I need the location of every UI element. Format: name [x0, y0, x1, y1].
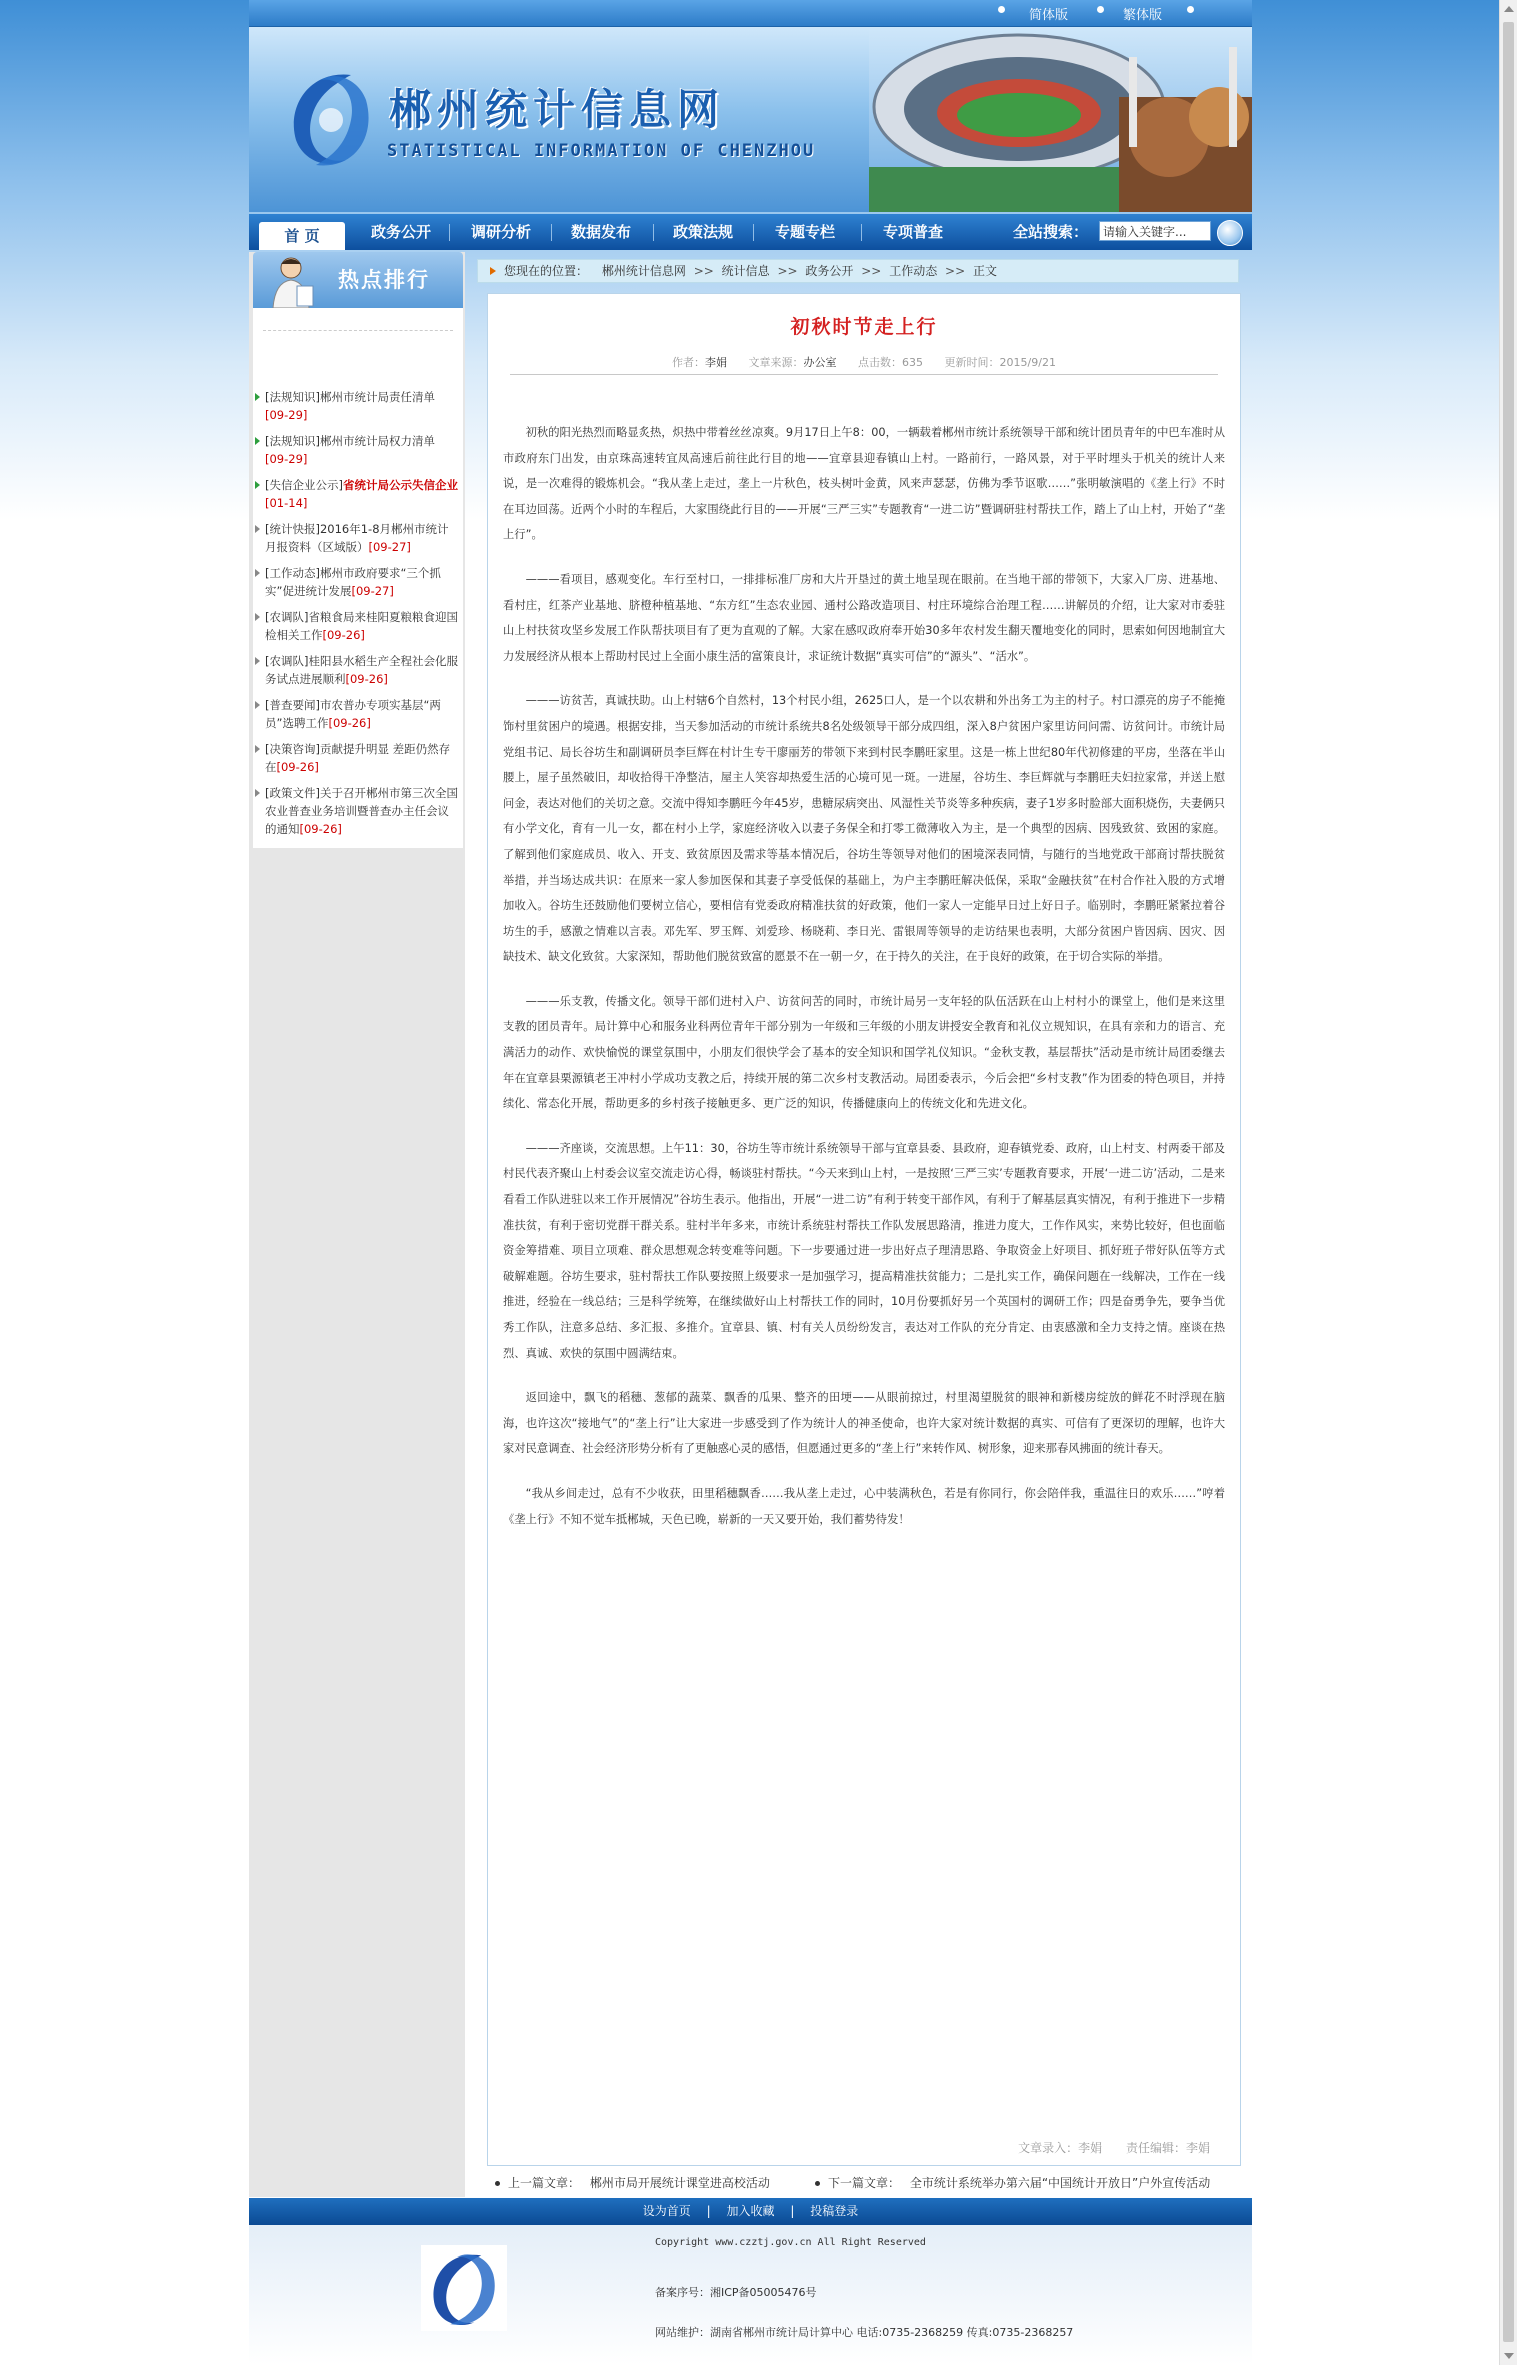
footer-links: 设为首页 | 加入收藏 | 投稿登录 [249, 2198, 1252, 2225]
top-strip [249, 0, 1252, 27]
breadcrumb: 您现在的位置： 郴州统计信息网 >> 统计信息 >> 政务公开 >> 工作动态 >> 正文 [477, 259, 1239, 283]
article-paragraph: ———访贫苦，真诚扶助。山上村辖6个自然村，13个村民小组，2625口人，是一个以农耕和外出务工为主的村子。村口漂亮的房子不能掩饰村里贫困户的境遇。根据安排，当天参加活动的市统计系统共8名处级领导干部分成四组，深入8户贫困户家里访问问需、访贫问计。市统计局党组书记、局长谷坊生和副调研员李巨辉在村计生专干廖丽芳的带领下来到村民李鹏旺家里。这是一栋上世纪80年代初修建的平房，坐落在半山腰上，屋子虽然破旧，却收拾得干净整洁，屋主人笑容却热爱生活的心境可见一斑。一进屋，谷坊生、李巨辉就与李鹏旺夫妇拉家常，并送上慰问金，表达对他们的关切之意。交流中得知李鹏旺今年45岁，患糖尿病突出、风湿性关节炎等多种疾病，妻子1岁多时脸部大面积烧伤，夫妻俩只有小学文化，育有一儿一女，都在村小上学，家庭经济收入以妻子务保全和打零工微薄收入为主，是一个典型的因病、因残致贫、致困的家庭。了解到他们家庭成员、收入、开支、致贫原因及需求等基本情况后，谷坊生等领导对他们的困境深表同情，与随行的当地党政干部商讨帮扶脱贫举措，并当场达成共识：在原来一家人参加医保和其妻子享受低保的基础上，为户主李鹏旺解决低保，采取“金融扶贫”在村合作社入股的方式增加收入。谷坊生还鼓励他们要树立信心，要相信有党委政府精准扶贫的好政策，他们一家人一定能早日过上好日子。临别时，李鹏旺紧紧拉着谷坊生的手，感激之情难以言表。邓先军、罗玉辉、刘爱珍、杨晓莉、李日光、雷银周等领导的走访结果也表明，大部分贫困户皆因病、因灾、因缺技术、缺文化致贫。大家深知，帮助他们脱贫致富的愿景不在一朝一夕，在于持久的关注，在于良好的政策，在于切合实际的举措。 [503, 694, 1225, 964]
breadcrumb-prefix: 您现在的位置： [504, 264, 589, 278]
login-link[interactable]: 投稿登录 [810, 2204, 859, 2218]
article-meta: 作者：李娟 文章来源：办公室 点击数：635 更新时间：2015/9/21 [672, 356, 1056, 369]
nav-data-release[interactable]: 数据发布 [570, 223, 631, 241]
article-paragraph: 初秋的阳光热烈而略显炙热，炽热中带着丝丝凉爽。9月17日上午8：00，一辆载着郴州市统计系统领导干部和统计团员青年的中巴车准时从市政府东门出发，由京珠高速转宜凤高速后前往此行目的地——宜章县迎春镇山上村。一路前行，一路风景，对于平时埋头于机关的统计人来说，是一次难得的锻炼机会。“我从垄上走过，垄上一片秋色，枝头树叶金黄，风来声瑟瑟，仿佛为季节讴歌……”张明敏演唱的《垄上行》不时在耳边回荡。近两个小时的车程后，大家围绕此行目的——开展“三严三实”专题教育“一进二访”暨调研驻村帮扶工作，踏上了山上村，开始了“垄上行”。 [503, 426, 1225, 542]
bullet-icon [495, 2181, 500, 2186]
article-body [503, 420, 1225, 1551]
scroll-up-icon[interactable] [1504, 6, 1514, 12]
prev-next-links [495, 2174, 1245, 2194]
breadcrumb-item[interactable]: 政务公开 [805, 264, 854, 278]
simplified-link[interactable]: 简体版 [1029, 8, 1069, 23]
article-paragraph: “我从乡间走过，总有不少收获，田里稻穗飘香……我从垄上走过，心中装满秋色，若是有你同行，你会陪伴我，重温往日的欢乐……”哼着《垄上行》不知不觉车抵郴城，天色已晚，崭新的一天又要开始，我们蓄势待发！ [503, 1486, 1225, 1526]
breadcrumb-item[interactable]: 统计信息 [721, 264, 770, 278]
search-label: 全站搜索： [1013, 223, 1089, 241]
hot-ranking-list [253, 308, 463, 848]
bullet-icon [815, 2181, 820, 2186]
hot-item[interactable]: [失信企业公示]省统计局公示失信企业[01-14] [253, 476, 459, 512]
hot-item[interactable]: [政策文件]关于召开郴州市第三次全国农业普查业务培训暨普查办主任会议的通知[09-26] [253, 784, 459, 838]
nav-special-topics[interactable]: 专题专栏 [774, 223, 835, 241]
gray-arrow-icon [255, 745, 260, 753]
gray-arrow-icon [255, 613, 260, 621]
article-panel [487, 293, 1241, 2166]
hot-ranking-title: 热点排行 [338, 268, 430, 292]
hot-item[interactable]: [法规知识]郴州市统计局责任清单 [09-29] [253, 388, 459, 424]
breadcrumb-item: 正文 [972, 264, 997, 278]
article-title: 初秋时节走上行 [790, 316, 938, 338]
hot-item[interactable]: [普查要闻]市农普办专项实基层“两员”选聘工作[09-26] [253, 696, 459, 732]
gray-arrow-icon [255, 657, 260, 665]
nav-divider [861, 224, 862, 241]
page-container [249, 0, 1252, 2365]
search-button[interactable] [1217, 220, 1243, 246]
traditional-link[interactable]: 繁体版 [1123, 8, 1163, 23]
maintainer-info: 网站维护：湖南省郴州市统计局计算中心 电话:0735-2368259 传真:0735-2368257 [655, 2326, 1074, 2339]
nav-research-analysis[interactable]: 调研分析 [470, 223, 531, 241]
person-icon [263, 252, 323, 308]
hot-item[interactable]: [农调队]桂阳县水稻生产全程社会化服务试点进展顺利[09-26] [253, 652, 459, 688]
article-paragraph: ———齐座谈，交流思想。上午11：30，谷坊生等市统计系统领导干部与宜章县委、县政府，迎春镇党委、政府，山上村支、村两委干部及村民代表齐聚山上村委会议室交流走访心得，畅谈驻村帮扶。“今天来到山上村，一是按照‘三严三实’专题教育要求，开展‘一进二访’活动，二是来看看工作队进驻以来工作开展情况”谷坊生表示。他指出，开展“一进二访”有利于转变干部作风，有利于了解基层真实情况，有利于推进下一步精准扶贫，有利于密切党群干群关系。驻村半年多来，市统计系统驻村帮扶工作队发展思路清，推进力度大，工作作风实，来势比较好，但也面临资金筹措难、项目立项难、群众思想观念转变难等问题。下一步要通过进一步出好点子理清思路、争取资金上好项目、抓好班子带好队伍等方式破解难题。谷坊生要求，驻村帮扶工作队要按照上级要求一是加强学习，提高精准扶贫能力；二是扎实工作，确保问题在一线解决，工作在一线推进，经验在一线总结；三是科学统筹，在继续做好山上村帮扶工作的同时，10月份要抓好另一个英国村的调研工作；四是奋勇争先，要争当优秀工作队，注意多总结、多汇报、多推介。宜章县、镇、村有关人员纷纷发言，表达对工作队的充分肯定、由衷感激和全力支持之情。座谈在热烈、真诚、欢快的氛围中圆满结束。 [503, 1141, 1225, 1360]
hot-ranking-header [253, 252, 463, 308]
green-arrow-icon [255, 393, 260, 401]
next-article[interactable]: 下一篇文章： 全市统计系统举办第六届“中国统计开放日”户外宣传活动 [815, 2174, 1210, 2191]
green-arrow-icon [255, 437, 260, 445]
search-input[interactable] [1099, 221, 1211, 241]
nav-policies[interactable]: 政策法规 [672, 223, 733, 241]
stadium-image [869, 27, 1252, 212]
icp-record: 备案序号：湘ICP备05005476号 [655, 2286, 817, 2299]
nav-divider [449, 224, 450, 241]
nav-divider [551, 224, 552, 241]
prev-article-link[interactable]: 郴州市局开展统计课堂进高校活动 [589, 2176, 770, 2190]
site-logo-icon [281, 65, 381, 175]
scroll-down-icon[interactable] [1504, 2353, 1514, 2359]
breadcrumb-item[interactable]: 工作动态 [889, 264, 938, 278]
arrow-icon [490, 267, 496, 275]
add-favorite-link[interactable]: 加入收藏 [726, 2204, 775, 2218]
hot-item[interactable]: [统计快报]2016年1-8月郴州市统计月报资料（区域版）[09-27] [253, 520, 459, 556]
hot-item[interactable]: [农调队]省粮食局来桂阳夏粮粮食迎国检相关工作[09-26] [253, 608, 459, 644]
article-footer: 文章录入：李娟 责任编辑：李娟 [1018, 2141, 1210, 2155]
green-arrow-icon [255, 481, 260, 489]
site-title: 郴州统计信息网 [389, 85, 726, 134]
nav-divider [653, 224, 654, 241]
gray-arrow-icon [255, 701, 260, 709]
hot-item[interactable]: [工作动态]郴州市政府要求“三个抓实”促进统计发展[09-27] [253, 564, 459, 600]
footer-logo-icon [421, 2245, 507, 2331]
site-subtitle: STATISTICAL INFORMATION OF CHENZHOU [387, 141, 816, 161]
divider [510, 374, 1218, 375]
bullet-icon [1187, 6, 1194, 13]
article-paragraph: ———乐支教，传播文化。领导干部们进村入户、访贫问苦的同时，市统计局另一支年轻的队伍活跃在山上村村小的课堂上，他们是来这里支教的团员青年。局计算中心和服务业科两位青年干部分别为一年级和三年级的小朋友讲授安全教育和礼仪立规知识，在具有亲和力的语言、充满活力的动作、欢快愉悦的课堂氛围中，小朋友们很快学会了基本的安全知识和国学礼仪知识。“金秋支教，基层帮扶”活动是市统计局团委继去年在宜章县栗源镇老王冲村小学成功支教之后，持续开展的第二次乡村支教活动。局团委表示，今后会把“乡村支教”作为团委的特色项目，并持续化、常态化开展，帮助更多的乡村孩子接触更多、更广泛的知识，传播健康向上的传统文化和先进文化。 [503, 994, 1225, 1111]
article-paragraph: 返回途中，飘飞的稻穗、葱郁的蔬菜、飘香的瓜果、整齐的田埂——从眼前掠过，村里渴望脱贫的眼神和新楼房绽放的鲜花不时浮现在脑海，也许这次“接地气”的“垄上行”让大家进一步感受到了作为统计人的神圣使命，也许大家对统计数据的真实、可信有了更深切的理解，也许大家对民意调查、社会经济形势分析有了更触惑心灵的感悟，但愿通过更多的“垄上行”来转作风、树形象，迎来那春风拂面的统计春天。 [503, 1391, 1225, 1456]
gray-arrow-icon [255, 789, 260, 797]
vertical-scrollbar[interactable] [1499, 0, 1517, 2365]
prev-article[interactable]: 上一篇文章： 郴州市局开展统计课堂进高校活动 [495, 2174, 770, 2191]
set-homepage-link[interactable]: 设为首页 [642, 2204, 691, 2218]
nav-special-census[interactable]: 专项普查 [882, 223, 943, 241]
breadcrumb-item[interactable]: 郴州统计信息网 [601, 264, 686, 278]
bullet-icon [1097, 6, 1104, 13]
scrollbar-thumb[interactable] [1503, 22, 1514, 2342]
bullet-icon [998, 6, 1005, 13]
nav-government-affairs[interactable]: 政务公开 [370, 223, 431, 241]
article-paragraph: ———看项目，感观变化。车行至村口，一排排标准厂房和大片开垦过的黄土地呈现在眼前。在当地干部的带领下，大家入厂房、进基地、看村庄，红茶产业基地、脐橙种植基地、“东方红”生态农业园、通村公路改造项目、村庄环境综合治理工程……讲解员的介绍，让大家对市委驻山上村扶贫攻坚乡发展工作队帮扶项目有了更为直观的了解。大家在感叹政府奉开始30多年农村发生翻天覆地变化的同时，思索如何因地制宜大力发展经济从根本上帮助村民过上全面小康生活的富策良计，求证统计数据“真实可信”的“源头”、“活水”。 [503, 572, 1225, 663]
gray-arrow-icon [255, 569, 260, 577]
next-article-link[interactable]: 全市统计系统举办第六届“中国统计开放日”户外宣传活动 [909, 2176, 1211, 2190]
nav-home[interactable]: 首 页 [259, 222, 345, 250]
site-banner [249, 27, 1252, 212]
footer [249, 2225, 1252, 2365]
copyright: Copyright www.czztj.gov.cn All Right Reserved [655, 2237, 926, 2248]
nav-divider [753, 224, 754, 241]
list-divider [263, 330, 453, 331]
main-nav [249, 214, 1252, 250]
hot-item[interactable]: [决策咨询]贡献提升明显 差距仍然存在[09-26] [253, 740, 459, 776]
sidebar [249, 252, 465, 2197]
gray-arrow-icon [255, 525, 260, 533]
hot-item[interactable]: [法规知识]郴州市统计局权力清单 [09-29] [253, 432, 459, 468]
